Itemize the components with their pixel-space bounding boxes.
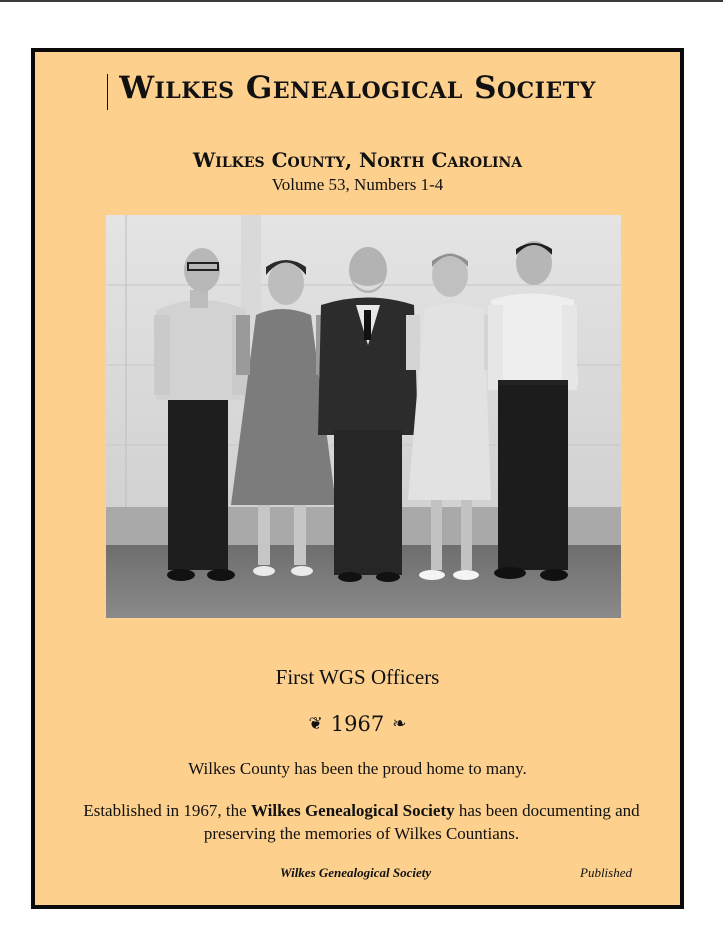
photo-caption: First WGS Officers (275, 665, 440, 689)
photo-illustration (106, 215, 621, 618)
cover-page (31, 48, 684, 909)
intro-line: Wilkes County has been the proud home to many. (188, 759, 527, 778)
left-flourish-icon: ❦ (308, 714, 323, 734)
description-pre: Established in 1967, the (83, 801, 251, 820)
officers-photo (106, 215, 621, 618)
description-post: has been documenting and preserving the memories of Wilkes Countians. (203, 801, 640, 843)
year-heading (35, 712, 680, 736)
footer-publisher: Wilkes Genealogical Society (280, 865, 432, 880)
top-rule (0, 0, 723, 2)
society-title: Wilkes Genealogical Society (119, 70, 596, 106)
county-subtitle: Wilkes County, North Carolina (192, 148, 523, 172)
volume-line: Volume 53, Numbers 1-4 (271, 175, 444, 194)
right-flourish-icon: ❧ (392, 714, 407, 734)
footer-status: Published (580, 865, 632, 880)
description-paragraph (75, 799, 648, 845)
society-name-bold: Wilkes Genealogical Society (250, 801, 455, 820)
founding-year: 1967 (330, 712, 385, 736)
